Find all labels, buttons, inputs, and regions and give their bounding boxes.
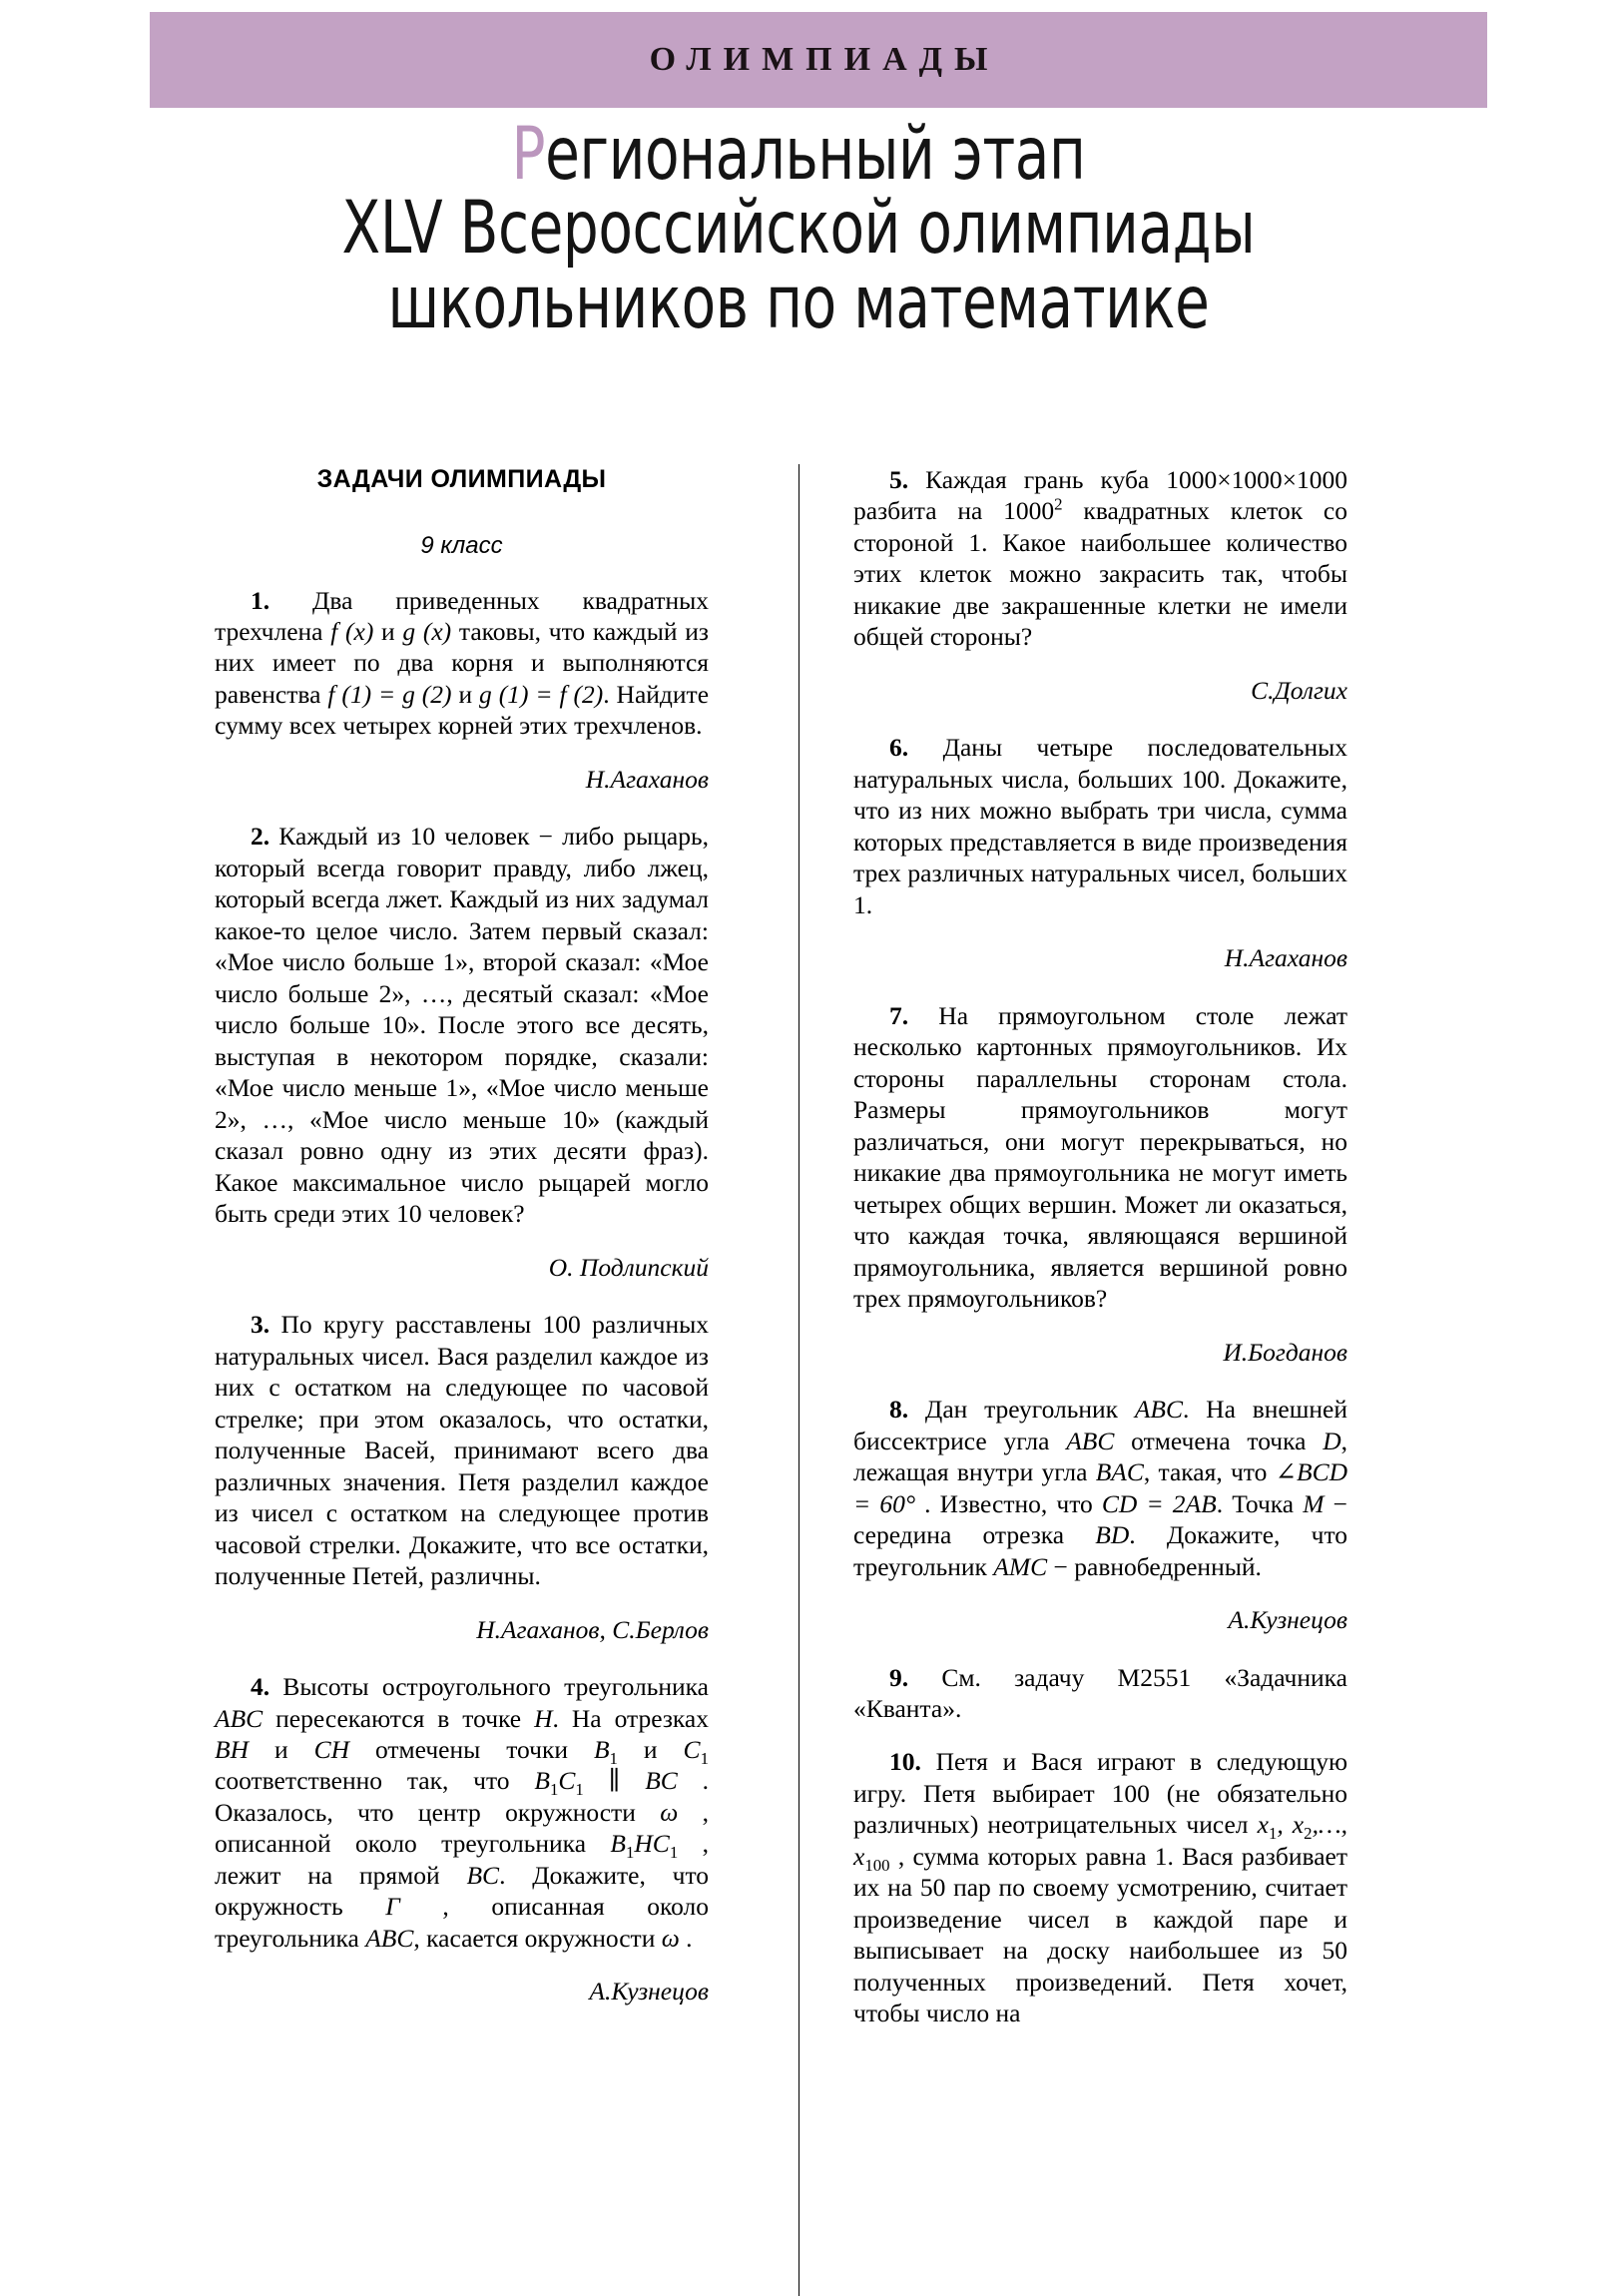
problem-1-text-e: . Найдите сумму всех четырех корней этих трехчленов. — [215, 679, 710, 741]
problem-8-math-amc: AMC — [993, 1551, 1048, 1581]
title-line-1-rest: егиональный этап — [545, 112, 1086, 197]
problem-5-math-1000: 1000 — [1003, 496, 1055, 526]
problem-10 — [853, 1746, 1347, 2028]
problem-4-math-omega-1: ω — [660, 1797, 679, 1827]
problem-4-math-c1: C — [683, 1735, 701, 1764]
problem-5-author: С.Долгих — [1251, 675, 1347, 705]
problem-8-math-abc: ABC — [1134, 1395, 1183, 1425]
problem-1-text-c: таковы, что каждый из них имеет по два корня и выполняются равенства — [215, 616, 709, 709]
problem-4-text-l: , описанная около треугольника — [215, 1892, 709, 1953]
problem-8-text-f: . Известно, что — [915, 1488, 1102, 1518]
problem-2-number: 2. — [251, 822, 270, 852]
problem-4-math-bh: BH — [215, 1735, 249, 1764]
problem-1-math-g: g — [402, 616, 416, 646]
problem-7-author: И.Богданов — [1223, 1337, 1347, 1367]
problem-4-text-n: . — [679, 1923, 693, 1953]
problem-9-text: См. задачу М2551 «Задачника «Кванта». — [853, 1662, 1347, 1723]
problem-10-number: 10. — [889, 1747, 921, 1777]
section-heading: ЗАДАЧИ ОЛИМПИАДЫ — [316, 465, 607, 493]
problem-4-math-abc: ABC — [215, 1703, 264, 1733]
title-line-2: XLV Всероссийской олимпиады — [341, 186, 1256, 272]
problem-8-text-c: отмечена точка — [1114, 1426, 1324, 1455]
problem-5-text-b: разбита на — [853, 496, 1004, 526]
problem-4-math-b1c1-bsub: 1 — [549, 1780, 559, 1800]
problem-8-text-g: . Точка — [1216, 1488, 1304, 1518]
problem-5-number: 5. — [889, 465, 909, 494]
problem-1-text-d: и — [451, 679, 480, 709]
problem-8-math-cd-2ab: CD = 2AB — [1101, 1488, 1217, 1518]
problem-8-author: А.Кузнецов — [1228, 1605, 1347, 1635]
problem-4-text-c: . На отрезках — [552, 1703, 709, 1733]
problem-8-math-angle-bcd: ∠BCD = 60° — [853, 1457, 1347, 1518]
problem-5-text-a: Каждая грань куба — [908, 465, 1167, 494]
problem-4-text-d: и — [249, 1735, 314, 1764]
problem-4-text-i: , описанной около треугольника — [215, 1797, 710, 1859]
grade-heading: 9 класс — [420, 531, 503, 559]
problem-4-math-b1hc1-csub: 1 — [669, 1843, 679, 1863]
problem-4-math-ch: CH — [313, 1735, 350, 1764]
problem-10-math-x100-sub: 100 — [864, 1856, 890, 1876]
problem-3-number: 3. — [251, 1310, 270, 1340]
problem-1-math-f: f — [330, 616, 338, 646]
problem-8-text-d: , лежащая внутри угла — [853, 1426, 1347, 1487]
problem-4-number: 4. — [251, 1672, 270, 1702]
problem-5-math-cube-size: 1000×1000×1000 — [1166, 465, 1347, 494]
article-body — [0, 464, 1597, 2296]
problem-4-math-bc: BC — [466, 1860, 500, 1890]
problem-8-math-angle-abc: ABC — [1066, 1426, 1115, 1455]
problem-3-text: По кругу расставлены 100 различных натуральных чисел. Вася разделил каждое из них с остатком на следующее по часовой стрелке; при этом оказалось, что остатки, полученные Васей, принимают всего два различных значения. Петя разделил каждое из чисел с остатком на следующее против часовой стрелки. Докажите, что все остатки, полученные Петей, различны. — [215, 1310, 709, 1591]
problem-1-equation-1: f (1) = g (2) — [327, 679, 452, 709]
problem-5-text-c: квадратных клеток со стороной 1. Какое наибольшее количество этих клеток можно закрасить так, чтобы никакие две закрашенные клетки не имели общей стороны? — [853, 496, 1348, 652]
problem-4-math-gamma: Γ — [385, 1892, 400, 1922]
problem-10-math-x1-sub: 1 — [1268, 1824, 1278, 1844]
problem-2-author: О. Подлипский — [548, 1252, 709, 1282]
problem-1 — [215, 585, 709, 742]
page-title — [0, 112, 1597, 345]
problem-1-number: 1. — [251, 585, 270, 615]
banner-label: ОЛИМПИАДЫ — [649, 41, 1000, 78]
problem-6-author: Н.Агаханов — [1224, 943, 1347, 973]
problem-6-number: 6. — [889, 733, 909, 763]
title-line-1 — [112, 112, 1485, 197]
problem-10-math-x2-sub: 2 — [1304, 1824, 1313, 1844]
problem-4-text-j: , лежит на прямой — [215, 1829, 709, 1890]
problem-4-math-b1: B — [593, 1735, 610, 1764]
problem-8-text-b: . На внешней биссектрисе угла — [853, 1395, 1347, 1455]
problem-4-text-f: и — [617, 1735, 684, 1764]
problem-4-math-abc-2: ABC — [365, 1923, 414, 1953]
problem-10-math-x100: ,…, x — [853, 1810, 1347, 1871]
problem-4-math-b1c1-csub: 1 — [575, 1780, 584, 1800]
problem-4-math-parallel-bc: ∥ BC — [583, 1766, 678, 1796]
problem-8-text-h: − середина отрезка — [853, 1488, 1347, 1550]
problem-8-text-j: − равнобедренный. — [1047, 1551, 1262, 1581]
problem-8-text-i: . Докажите, что треугольник — [853, 1520, 1347, 1581]
problem-1-text-a: Два приведенных квадратных трехчлена — [215, 585, 709, 646]
problem-4-text-k: . Докажите, что окружность — [215, 1860, 710, 1922]
title-line-3: школьников по математике — [387, 260, 1210, 345]
problem-4-text-m: , касается окружности — [413, 1923, 662, 1953]
problem-4-math-b1c1-c: C — [558, 1766, 576, 1796]
column-divider — [798, 464, 799, 2296]
problem-3-author: Н.Агаханов, С.Берлов — [476, 1614, 709, 1644]
problem-4-text-a: Высоты остроугольного треугольника — [269, 1672, 709, 1702]
problem-8-math-d: D — [1323, 1426, 1341, 1455]
problem-6-text: Даны четыре последовательных натуральных числа, больших 100. Докажите, что из них можно выбрать три числа, сумма которых представляется в виде произведения трех различных натуральных чисел, больших 1. — [853, 733, 1347, 919]
problem-5 — [853, 464, 1347, 653]
problem-8-math-bd: BD — [1095, 1520, 1130, 1550]
problem-10-math-x2: , x — [1277, 1810, 1305, 1840]
problem-7-number: 7. — [889, 1000, 909, 1030]
problem-9-number: 9. — [889, 1662, 909, 1692]
problem-4-text-g: соответственно так, что — [215, 1766, 535, 1796]
problem-7-text: На прямоугольном столе лежат несколько картонных прямоугольников. Их стороны параллельны сторонам стола. Размеры прямоугольников могут различаться, они могут перекрываться, но никакие два прямоугольника не могут иметь четырех общих вершин. Может ли оказаться, что каждая точка, являющаяся вершиной прямоугольника, является вершиной ровно трех прямоугольников? — [853, 1000, 1347, 1314]
problem-7 — [853, 1000, 1347, 1315]
right-column — [853, 464, 1347, 2051]
left-column — [215, 464, 709, 2033]
problem-4-math-b1c1-b: B — [534, 1766, 550, 1796]
problem-8-number: 8. — [889, 1395, 909, 1425]
problem-8-math-m: M — [1303, 1488, 1325, 1518]
problem-3 — [215, 1309, 709, 1591]
problem-4-math-h: H — [534, 1703, 553, 1733]
problem-4-math-b1hc1-hc: HC — [634, 1829, 670, 1859]
problem-8-text-a: Дан треугольник — [908, 1395, 1135, 1425]
problem-10-math-x1: x — [1257, 1810, 1269, 1840]
problem-2 — [215, 821, 709, 1229]
problem-5-math-exponent: 2 — [1054, 494, 1063, 514]
olympiad-banner — [150, 12, 1487, 108]
title-drop-cap: Р — [511, 112, 546, 197]
problem-2-text: Каждый из 10 человек − либо рыцарь, который всегда говорит правду, либо лжец, который всегда лжет. Каждый из них задумал какое-то целое число. Затем первый сказал: «Мое число больше 1», второй сказал: «Мое число больше 2», …, десятый сказал: «Мое число больше 10». После этого все десять, выступая в некотором порядке, сказали: «Мое число меньше 1», «Мое число меньше 2», …, «Мое число меньше 10» (каждый сказал ровно одну из этих десяти фраз). Какое максимальное число рыцарей могло быть среди этих 10 человек? — [215, 822, 709, 1229]
problem-8 — [853, 1394, 1347, 1582]
problem-1-math-gx: (x) — [415, 616, 452, 646]
problem-8-text-e: , такая, что — [1143, 1457, 1276, 1487]
problem-4-text-e: отмечены точки — [349, 1735, 594, 1764]
problem-4 — [215, 1671, 709, 1954]
problem-1-author: Н.Агаханов — [585, 764, 709, 794]
problem-4-math-b1hc1-b: B — [610, 1829, 626, 1859]
problem-10-text-b: , сумма которых равна 1. Вася разбивает их на 50 пар по своему усмотрению, считает произведение чисел в каждой паре и выписывает на доску наибольшее из 50 полученных произведений. Петя хочет, чтобы число на — [853, 1841, 1347, 2028]
problem-1-equation-2: g (1) = f (2) — [479, 679, 604, 709]
problem-4-text-b: пересекаются в точке — [263, 1703, 535, 1733]
problem-9 — [853, 1662, 1347, 1725]
problem-8-math-bac: BAC — [1095, 1457, 1144, 1487]
problem-10-text-a: Петя и Вася играют в следующую игру. Петя выбирает 100 (не обязательно различных) неотрицательных чисел — [853, 1747, 1347, 1840]
problem-1-text-b: и — [373, 616, 403, 646]
problem-6 — [853, 732, 1347, 920]
problem-4-author: А.Кузнецов — [589, 1977, 709, 2007]
problem-4-math-omega-2: ω — [661, 1923, 680, 1953]
problem-4-math-b1-sub: 1 — [609, 1749, 618, 1769]
problem-1-math-fx: (x) — [337, 616, 374, 646]
problem-4-math-b1hc1-bsub: 1 — [625, 1843, 635, 1863]
problem-4-math-c1-sub: 1 — [700, 1749, 709, 1769]
problem-4-text-h: . Оказалось, что центр окружности — [215, 1766, 709, 1827]
